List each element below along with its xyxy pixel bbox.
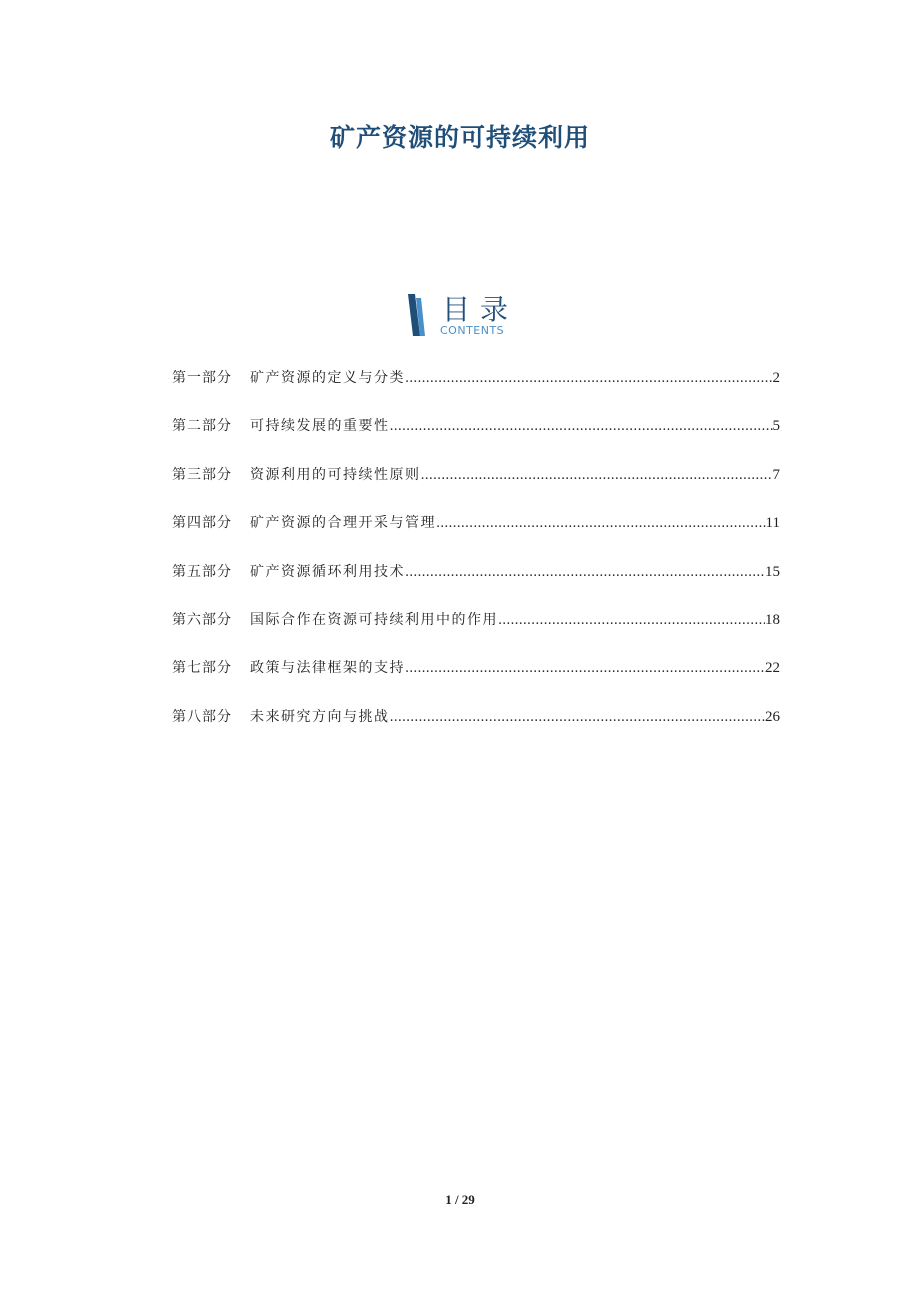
toc-entry-title: 政策与法律框架的支持 [250, 660, 405, 677]
toc-entry-part: 第六部分 [172, 611, 232, 628]
toc-bar-logo-icon [406, 294, 432, 336]
toc-entry[interactable] [172, 414, 780, 462]
toc-entry[interactable] [172, 705, 780, 753]
page-number: 1 / 29 [445, 1192, 475, 1207]
toc-entry-page: 5 [772, 418, 780, 435]
toc-entry-part: 第八部分 [172, 708, 232, 725]
toc-entry-part: 第一部分 [172, 370, 232, 386]
toc-entry-title: 可持续发展的重要性 [250, 418, 390, 435]
toc-entry-page: 15 [765, 563, 780, 580]
toc-entry-leader [405, 561, 765, 585]
toc-entry-page: 26 [765, 708, 780, 725]
toc-entry-leader [390, 415, 773, 439]
toc-entry-title: 矿产资源的定义与分类 [250, 370, 405, 386]
toc-entry-leader [390, 706, 766, 730]
toc-entry[interactable] [172, 656, 780, 704]
toc-entry-title: 未来研究方向与挑战 [250, 708, 390, 725]
toc-entry-title: 矿产资源的合理开采与管理 [250, 515, 436, 532]
toc-entry-leader [405, 657, 765, 681]
toc-entry-leader [405, 367, 773, 391]
toc-entry-leader [421, 464, 773, 488]
toc-entry-page: 11 [765, 515, 780, 532]
toc-entry[interactable] [172, 560, 780, 608]
toc-entry-leader [436, 512, 766, 536]
document-title: 矿产资源的可持续利用 [329, 123, 590, 152]
toc-heading-subtitle: CONTENTS [440, 324, 505, 337]
toc-entry-title: 矿产资源循环利用技术 [250, 563, 405, 580]
toc-entry-part: 第二部分 [172, 418, 232, 435]
toc-entry-page: 18 [765, 611, 780, 628]
toc-entry-title: 资源利用的可持续性原则 [250, 466, 421, 483]
toc-entry-page: 7 [772, 466, 780, 483]
toc-entry[interactable] [172, 366, 780, 414]
toc-heading-title: 目录 [442, 293, 519, 326]
toc-entry-page: 2 [772, 370, 780, 386]
toc-entry-part: 第七部分 [172, 660, 232, 677]
toc-entry-leader [498, 609, 765, 633]
toc-entry-part: 第四部分 [172, 515, 232, 532]
toc-entry-part: 第三部分 [172, 466, 232, 483]
toc-entry[interactable] [172, 511, 780, 559]
toc-entry-page: 22 [765, 660, 780, 677]
toc-heading [406, 292, 526, 340]
toc-entry-part: 第五部分 [172, 563, 232, 580]
toc-entry[interactable] [172, 463, 780, 511]
toc-entry-title: 国际合作在资源可持续利用中的作用 [250, 611, 498, 628]
table-of-contents [172, 366, 780, 753]
toc-entry[interactable] [172, 608, 780, 656]
